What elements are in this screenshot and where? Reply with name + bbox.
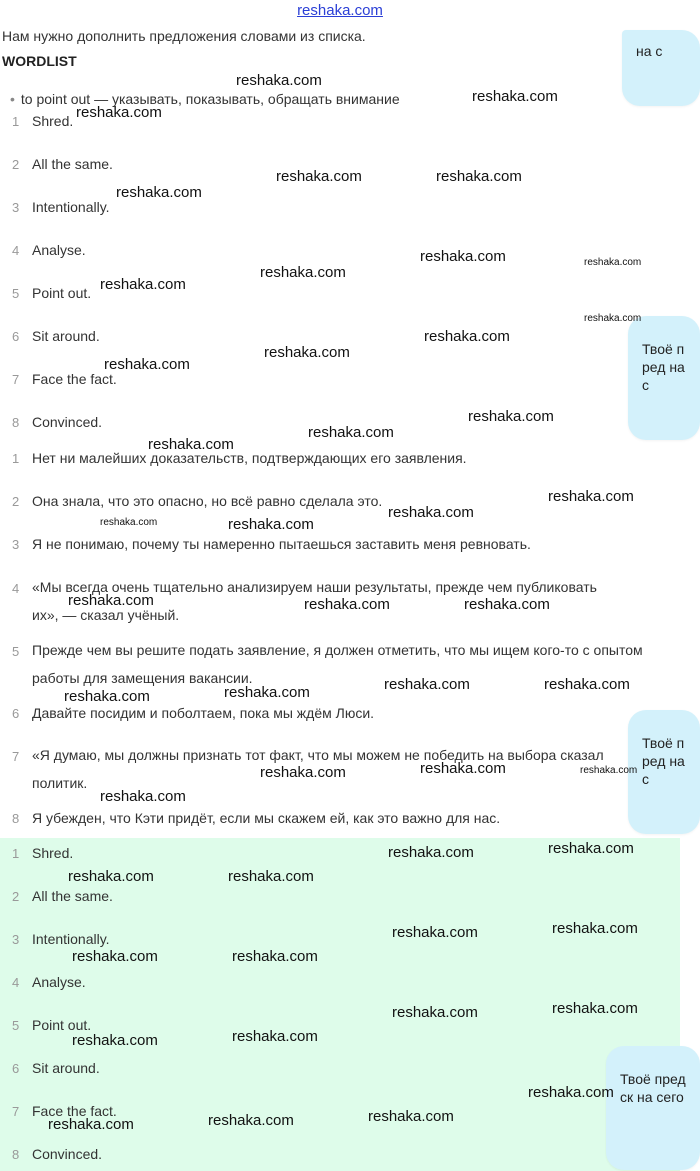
watermark: reshaka.com [264, 344, 350, 361]
list-item [12, 322, 100, 350]
chat-bubble[interactable] [628, 710, 700, 834]
watermark: reshaka.com [544, 676, 630, 693]
watermark: reshaka.com [100, 788, 186, 805]
watermark: reshaka.com [424, 328, 510, 345]
watermark: reshaka.com [276, 168, 362, 185]
watermark: reshaka.com [236, 72, 322, 89]
item-text: Intentionally. [32, 199, 110, 215]
item-text: Convinced. [32, 414, 103, 430]
watermark: reshaka.com [68, 868, 154, 885]
item-number: 7 [12, 372, 20, 387]
bullet-icon: • [10, 91, 15, 107]
watermark: reshaka.com [548, 840, 634, 857]
watermark: reshaka.com [72, 1032, 158, 1049]
watermark: reshaka.com [548, 488, 634, 505]
item-text: Analyse. [32, 974, 86, 990]
watermark: reshaka.com [552, 1000, 638, 1017]
watermark: reshaka.com [580, 765, 638, 776]
item-number: 8 [12, 415, 20, 430]
list-item [12, 804, 500, 832]
item-number: 1 [12, 846, 20, 861]
list-item [12, 150, 113, 178]
item-number: 5 [12, 286, 20, 301]
watermark: reshaka.com [528, 1084, 614, 1101]
item-text: All the same. [32, 888, 113, 904]
list-item [12, 444, 467, 472]
watermark: reshaka.com [76, 104, 162, 121]
item-number: 1 [12, 451, 20, 466]
item-text: Sit around. [32, 1060, 100, 1076]
item-text: Intentionally. [32, 931, 110, 947]
item-text: Point out. [32, 1017, 92, 1033]
item-number: 5 [12, 1018, 20, 1033]
watermark: reshaka.com [392, 1004, 478, 1021]
watermark: reshaka.com [472, 88, 558, 105]
list-item [12, 530, 531, 558]
list-item [12, 236, 86, 264]
watermark: reshaka.com [420, 760, 506, 777]
watermark: reshaka.com [388, 844, 474, 861]
item-number: 6 [12, 1061, 20, 1076]
answer-item [12, 882, 113, 910]
chat-bubble-text: Твоё пред на с [642, 341, 685, 393]
chat-bubble-text: Твоё предск на сего [620, 1071, 686, 1105]
item-text: Прежде чем вы решите подать заявление, я должен отметить, что мы ищем кого-то с опытом работы для замещения вакансии. [32, 642, 643, 686]
watermark: reshaka.com [68, 592, 154, 609]
item-number: 2 [12, 494, 20, 509]
watermark: reshaka.com [392, 924, 478, 941]
item-number: 4 [12, 975, 20, 990]
item-number: 8 [12, 1147, 20, 1162]
item-text: Shred. [32, 845, 74, 861]
watermark: reshaka.com [468, 408, 554, 425]
watermark: reshaka.com [48, 1116, 134, 1133]
chat-bubble[interactable] [622, 30, 700, 106]
answer-item [12, 968, 86, 996]
wordlist-item [10, 91, 470, 105]
chat-bubble[interactable] [628, 316, 700, 440]
watermark: reshaka.com [228, 868, 314, 885]
item-text: Я убежден, что Кэти придёт, если мы скажем ей, как это важно для нас. [32, 810, 501, 826]
item-text: Analyse. [32, 242, 86, 258]
item-text: All the same. [32, 156, 113, 172]
watermark: reshaka.com [436, 168, 522, 185]
wordlist-item-text: to point out — указывать, показывать, обращать внимание [20, 91, 400, 107]
item-number: 7 [12, 1104, 20, 1119]
chat-bubble-text: на с [636, 43, 663, 59]
item-text: «Мы всегда очень тщательно анализируем наши результаты, прежде чем публиковать их», — сказал учёный. [32, 579, 597, 623]
list-item [12, 408, 102, 436]
wordlist-title: WORDLIST [2, 53, 77, 69]
item-text: Face the fact. [32, 371, 117, 387]
watermark: reshaka.com [368, 1108, 454, 1125]
watermark: reshaka.com [420, 248, 506, 265]
item-number: 8 [12, 811, 20, 826]
watermark: reshaka.com [388, 504, 474, 521]
task-intro: Нам нужно дополнить предложения словами из списка. [2, 28, 366, 44]
watermark: reshaka.com [304, 596, 390, 613]
watermark: reshaka.com [100, 276, 186, 293]
watermark: reshaka.com [464, 596, 550, 613]
watermark: reshaka.com [64, 688, 150, 705]
item-text: Я не понимаю, почему ты намеренно пытаешься заставить меня ревновать. [32, 536, 531, 552]
item-text: Давайте посидим и поболтаем, пока мы ждём Люси. [32, 705, 375, 721]
item-text: Sit around. [32, 328, 100, 344]
watermark: reshaka.com [308, 424, 394, 441]
item-number: 1 [12, 114, 20, 129]
item-number: 5 [12, 644, 20, 659]
item-number: 6 [12, 706, 20, 721]
item-number: 6 [12, 329, 20, 344]
watermark: reshaka.com [72, 948, 158, 965]
watermark: reshaka.com [100, 517, 158, 528]
watermark: reshaka.com [232, 1028, 318, 1045]
item-text: Нет ни малейших доказательств, подтверждающих его заявления. [32, 450, 467, 466]
list-item [12, 487, 382, 515]
item-text: Shred. [32, 113, 74, 129]
list-item [12, 193, 110, 221]
list-item [12, 107, 73, 135]
watermark: reshaka.com [584, 257, 642, 268]
answer-item [12, 1140, 102, 1168]
watermark: reshaka.com [224, 684, 310, 701]
chat-bubble-text: Твоё пред на с [642, 735, 685, 787]
item-number: 4 [12, 581, 20, 596]
item-text: Она знала, что это опасно, но всё равно сделала это. [32, 493, 383, 509]
answer-item [12, 839, 73, 867]
list-item [12, 365, 117, 393]
item-number: 7 [12, 749, 20, 764]
watermark: reshaka.com [208, 1112, 294, 1129]
site-header-link[interactable]: reshaka.com [297, 2, 383, 19]
item-number: 2 [12, 889, 20, 904]
item-text: Face the fact. [32, 1103, 117, 1119]
item-number: 3 [12, 200, 20, 215]
watermark: reshaka.com [260, 764, 346, 781]
item-number: 3 [12, 932, 20, 947]
watermark: reshaka.com [232, 948, 318, 965]
watermark: reshaka.com [260, 264, 346, 281]
item-number: 3 [12, 537, 20, 552]
item-number: 2 [12, 157, 20, 172]
list-item [12, 279, 91, 307]
watermark: reshaka.com [228, 516, 314, 533]
watermark: reshaka.com [148, 436, 234, 453]
item-text: «Я думаю, мы должны признать тот факт, что мы можем не победить на выбора сказал политик. [32, 747, 604, 791]
watermark: reshaka.com [116, 184, 202, 201]
watermark: reshaka.com [552, 920, 638, 937]
watermark: reshaka.com [584, 313, 642, 324]
item-text: Convinced. [32, 1146, 103, 1162]
item-number: 4 [12, 243, 20, 258]
watermark: reshaka.com [384, 676, 470, 693]
item-text: Point out. [32, 285, 92, 301]
watermark: reshaka.com [104, 356, 190, 373]
answer-item [12, 1054, 100, 1082]
chat-bubble[interactable] [606, 1046, 700, 1170]
